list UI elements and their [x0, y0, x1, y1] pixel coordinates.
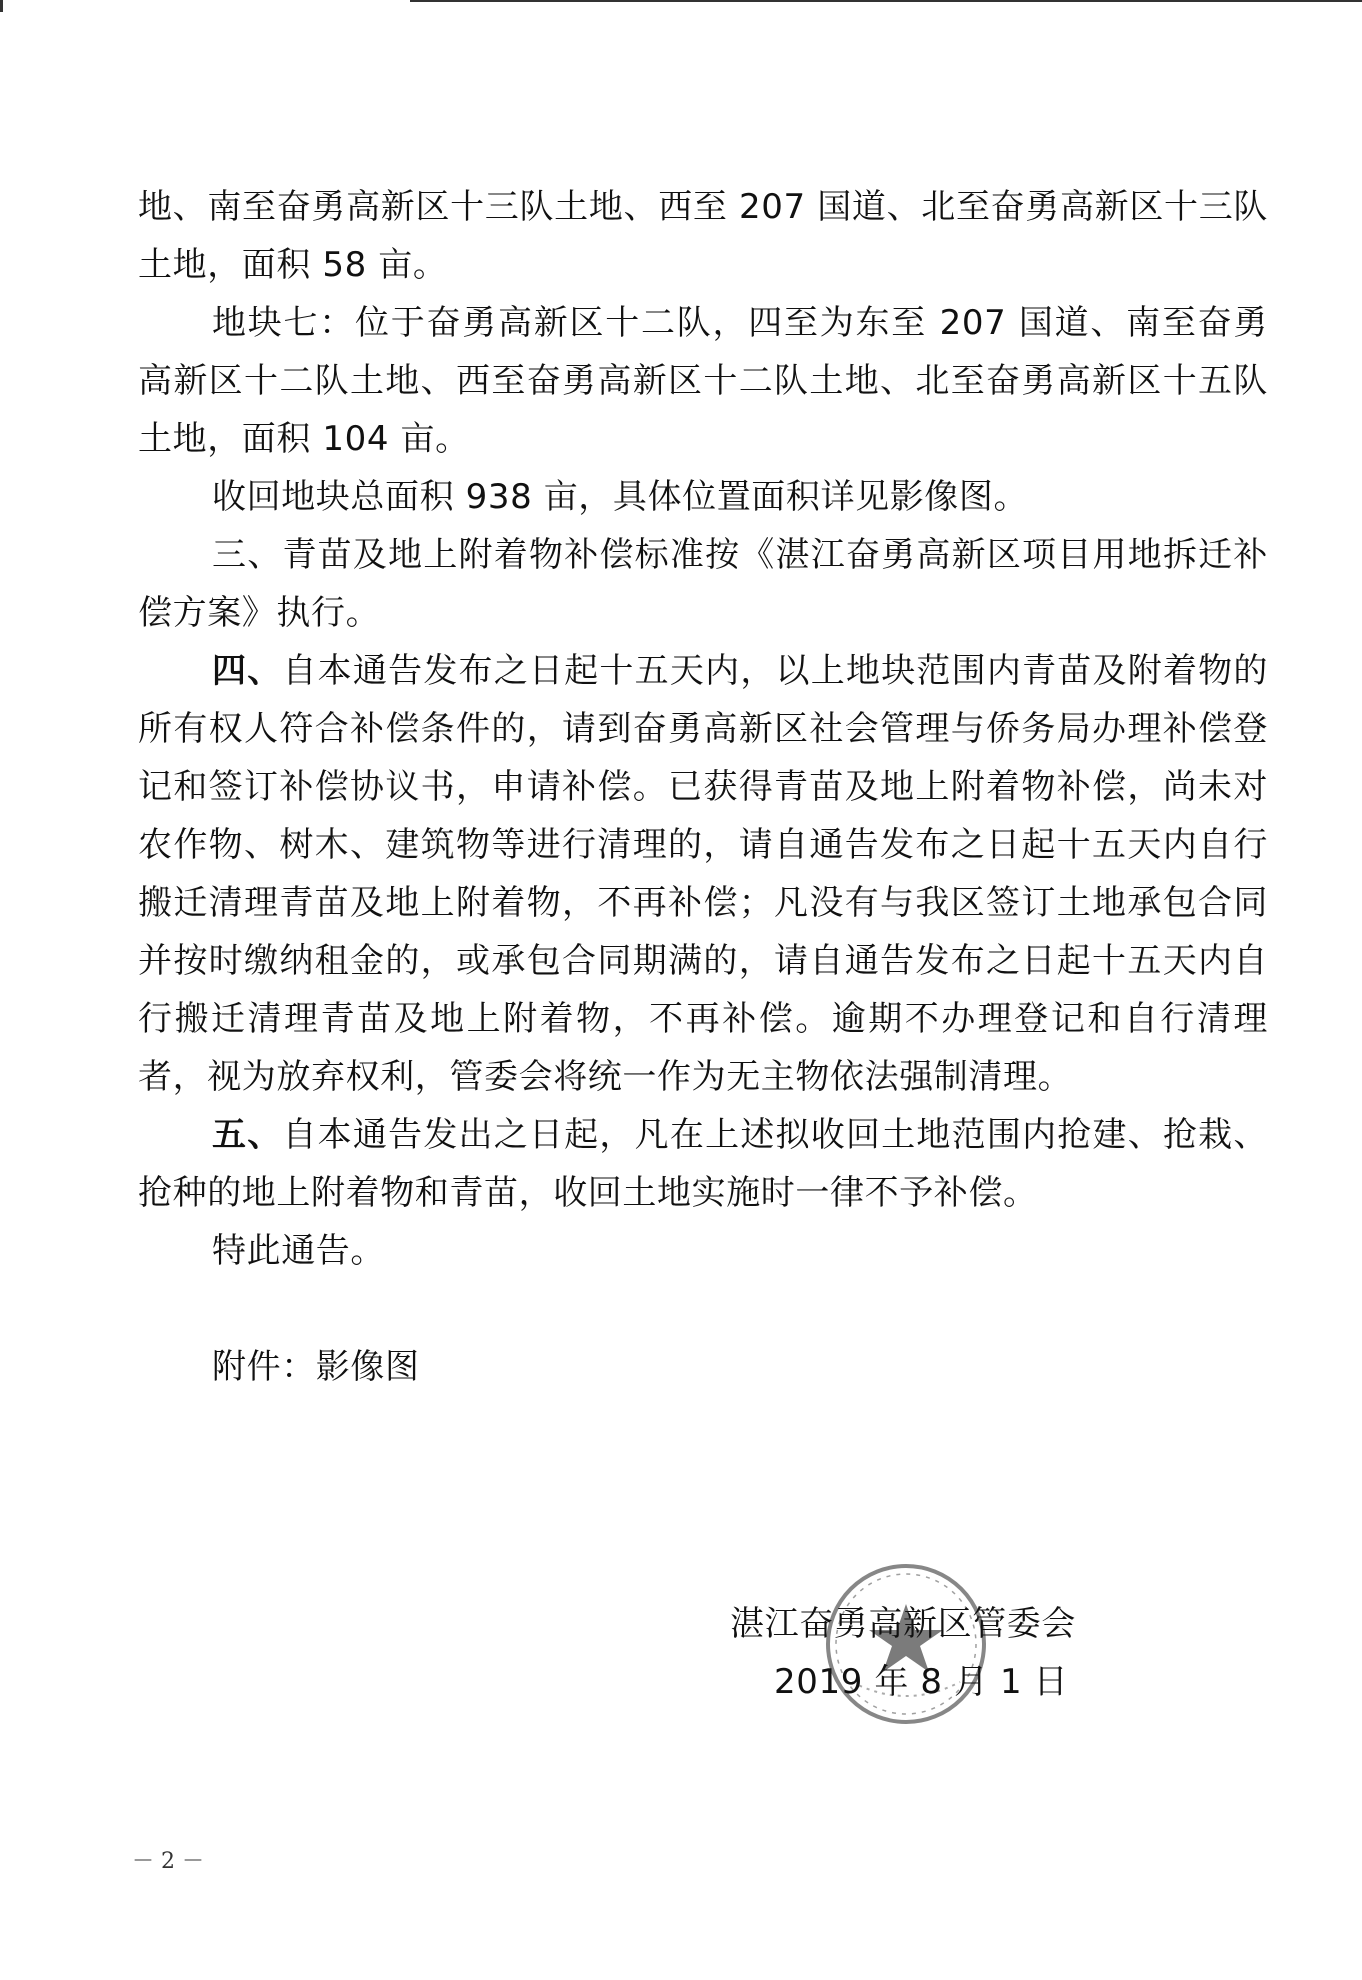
paragraph-section-three: 三、青苗及地上附着物补偿标准按《湛江奋勇高新区项目用地拆迁补偿方案》执行。: [138, 535, 1268, 633]
section-four-text: 自本通告发布之日起十五天内，以上地块范围内青苗及附着物的所有权人符合补偿条件的，请到奋勇高新区社会管理与侨务局办理补偿登记和签订补偿协议书，申请补偿。已获得青苗及地上附着物补偿，尚未对农作物、树木、建筑物等进行清理的，请自通告发布之日起十五天内自行搬迁清理青苗及地上附着物，不再补偿；凡没有与我区签订土地承包合同并按时缴纳租金的，或承包合同期满的，请自通告发布之日起十五天内自行搬迁清理青苗及地上附着物，不再补偿。逾期不办理登记和自行清理者，视为放弃权利，管委会将统一作为无主物依法强制清理。: [138, 651, 1268, 1097]
attachment-line: 附件：影像图: [212, 1347, 420, 1387]
top-rule: [410, 0, 1362, 2]
paragraph-section-five: [138, 1106, 1268, 1222]
paragraph-total-area: 收回地块总面积 938 亩，具体位置面积详见影像图。: [212, 477, 1029, 517]
signing-organization: 湛江奋勇高新区管委会: [730, 1604, 1076, 1644]
signature-block: [730, 1600, 1110, 1740]
page-number: － 2 －: [132, 1849, 204, 1874]
scan-edge-mark: [0, 0, 3, 12]
paragraph-plot-seven: 地块七：位于奋勇高新区十二队，四至为东至 207 国道、南至奋勇高新区十二队土地、西至奋勇高新区十二队土地、北至奋勇高新区十五队土地，面积 104 亩。: [138, 303, 1268, 459]
signing-date: 2019 年 8 月 1 日: [774, 1662, 1069, 1702]
paragraph-closing: 特此通告。: [212, 1231, 385, 1271]
paragraph-continuation: 地、南至奋勇高新区十三队土地、西至 207 国道、北至奋勇高新区十三队土地，面积 58 亩。: [138, 187, 1268, 285]
section-five-text: 自本通告发出之日起，凡在上述拟收回土地范围内抢建、抢栽、抢种的地上附着物和青苗，收回土地实施时一律不予补偿。: [138, 1115, 1268, 1213]
paragraph-section-four: [138, 642, 1268, 1106]
section-five-heading: 五、: [212, 1115, 283, 1155]
document-body: [138, 178, 1268, 1396]
section-four-heading: 四、: [212, 651, 283, 691]
